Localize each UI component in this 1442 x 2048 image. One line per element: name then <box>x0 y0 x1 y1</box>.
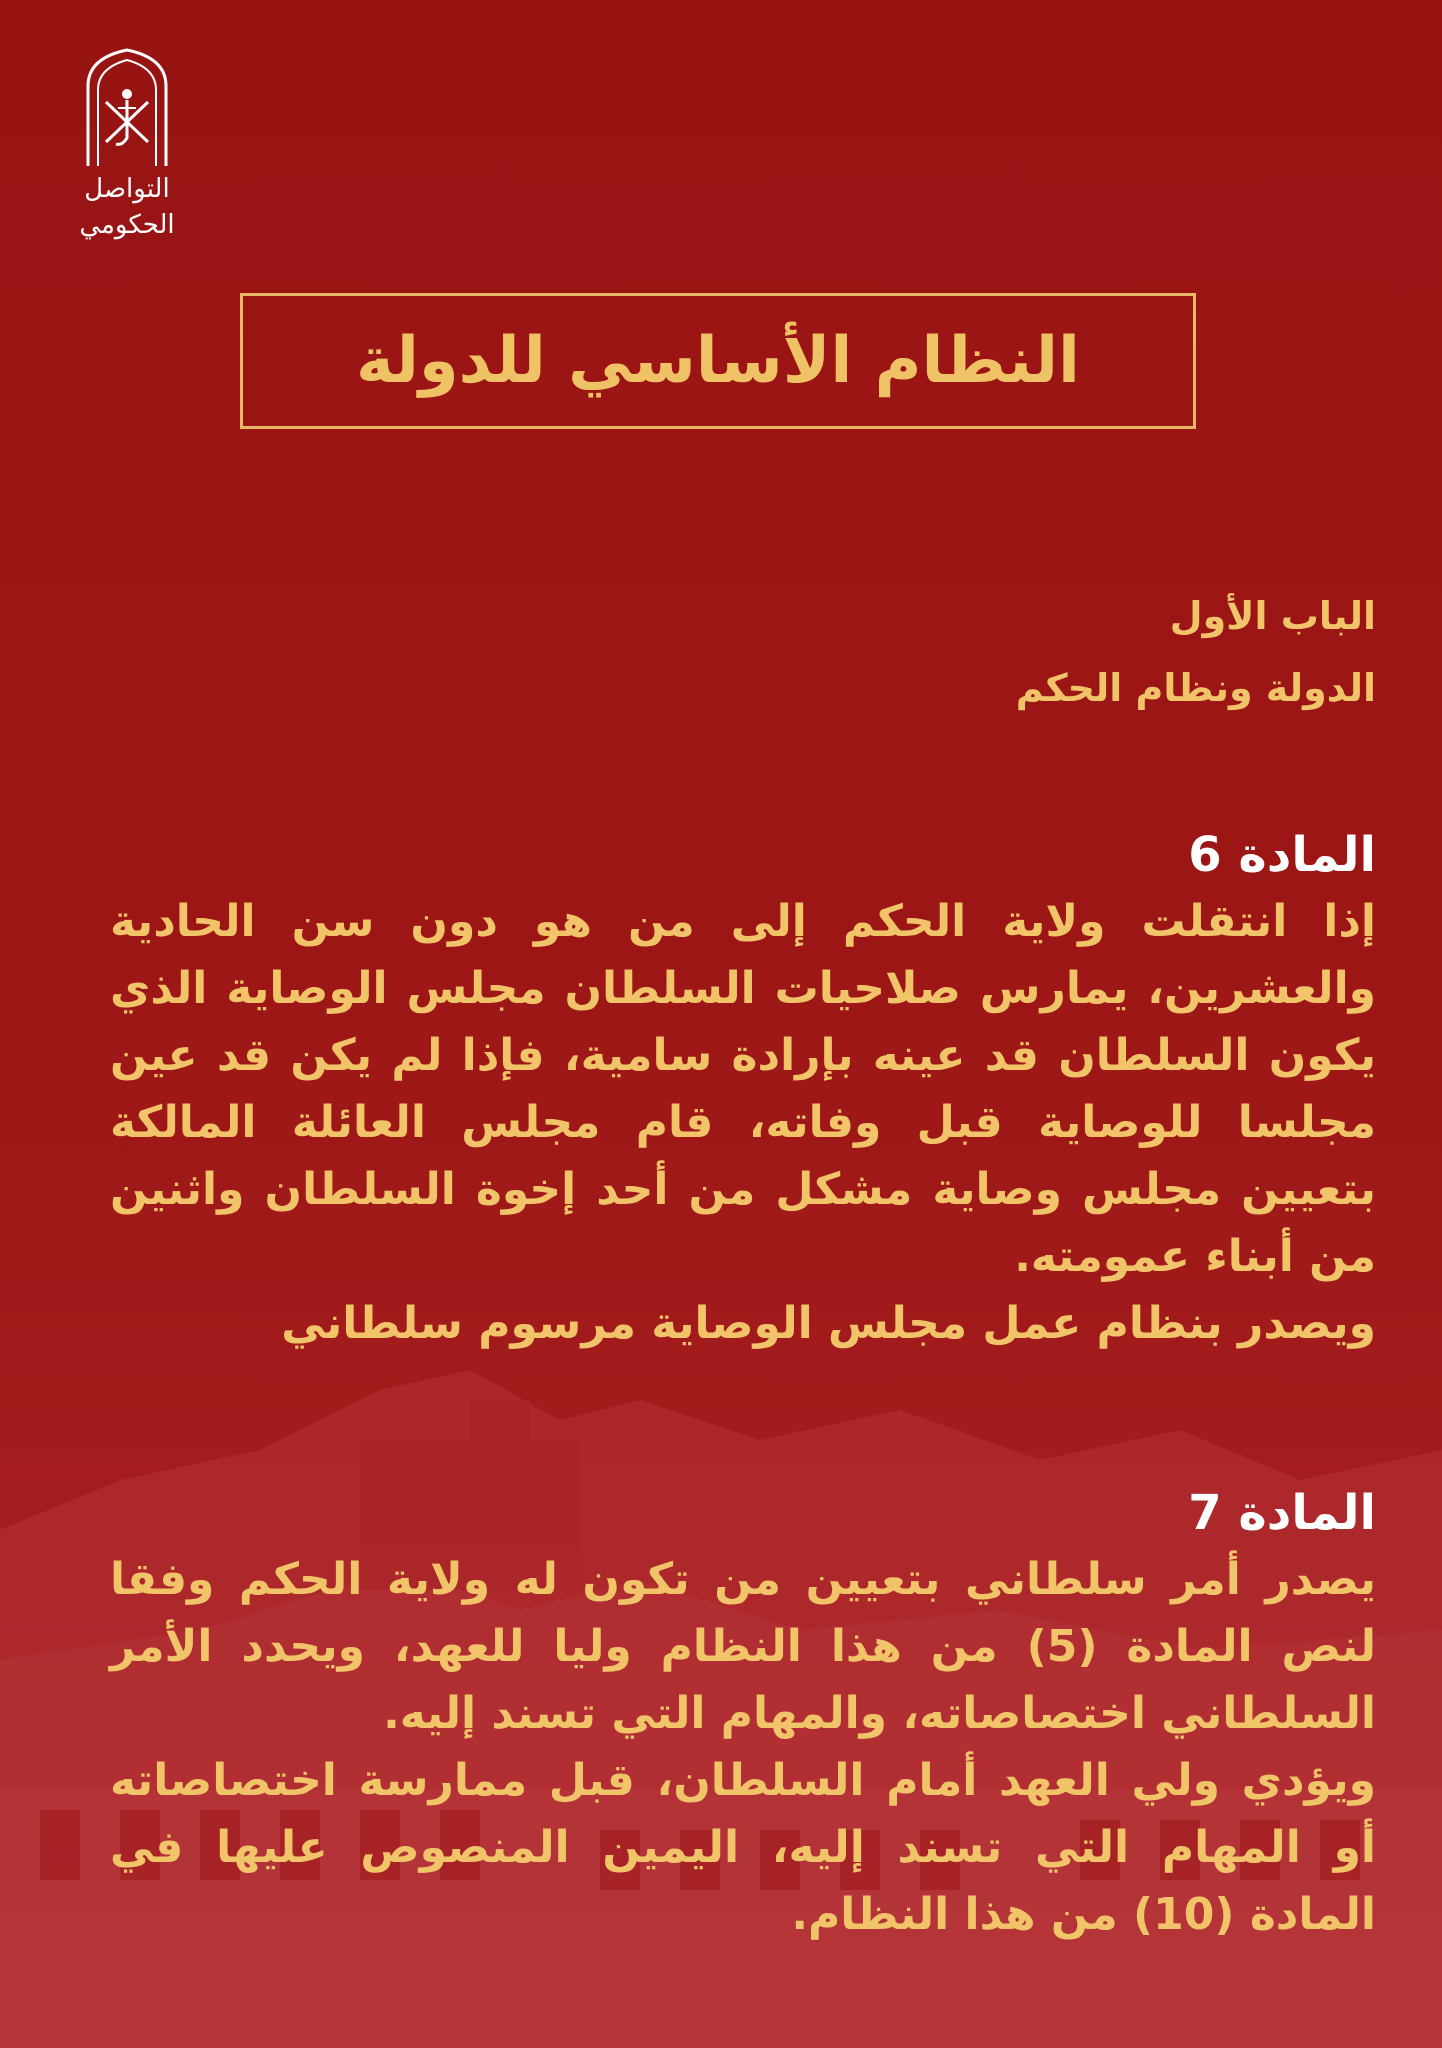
chapter-name: الدولة ونظام الحكم <box>1015 666 1376 710</box>
chapter-section <box>110 580 1376 724</box>
article-paragraph: يصدر أمر سلطاني بتعيين من تكون له ولاية الحكم وفقا لنص المادة (5) من هذا النظام وليا للعهد، ويحدد الأمر السلطاني اختصاصاته، والمهام التي تسند إليه. <box>110 1554 1377 1739</box>
oman-khanjar-emblem-icon <box>82 46 172 168</box>
chapter-label: الباب الأول <box>1169 594 1376 638</box>
article-heading: المادة 7 <box>1188 1485 1376 1541</box>
article-7 <box>110 1480 1376 1948</box>
government-communication-logo <box>52 46 202 246</box>
article-heading: المادة 6 <box>1188 827 1376 883</box>
logo-text-line1: التواصل <box>84 174 170 204</box>
article-paragraph: إذا انتقلت ولاية الحكم إلى من هو دون سن الحادية والعشرين، يمارس صلاحيات السلطان مجلس الوصاية الذي يكون السلطان قد عينه بإرادة سامية، فإذا لم يكن قد عين مجلسا للوصاية قبل وفاته، قام مجلس العائلة المالكة بتعيين مجلس وصاية مشكل من أحد إخوة السلطان واثنين من أبناء عمومته. <box>110 896 1376 1282</box>
page-title: النظام الأساسي للدولة <box>356 324 1080 398</box>
title-frame <box>240 293 1196 429</box>
article-paragraph: ويصدر بنظام عمل مجلس الوصاية مرسوم سلطاني <box>281 1298 1376 1349</box>
article-paragraph: ويؤدي ولي العهد أمام السلطان، قبل ممارسة اختصاصاته أو المهام التي تسند إليه، اليمين المنصوص عليها في المادة (10) من هذا النظام. <box>110 1755 1376 1940</box>
logo-text-line2: الحكومي <box>79 210 175 240</box>
article-6 <box>110 822 1376 1357</box>
